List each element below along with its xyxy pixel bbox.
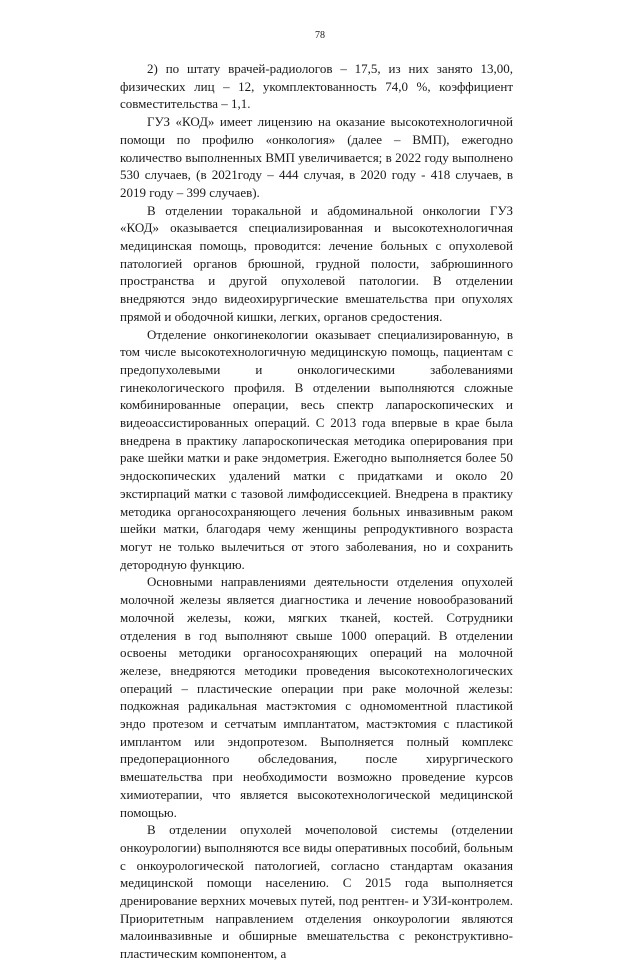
paragraph-vmp-license: ГУЗ «КОД» имеет лицензию на оказание высокотехнологичной помощи по профилю «онкология» (далее – ВМП), ежегодно количество выполненных ВМП увеличивается; в 2022 году выполнено 530 случаев, (в 2021году – 444 случая, в 2020 году - 418 случаев, в 2019 году – 399 случаев). bbox=[120, 114, 513, 200]
paragraph-breast-tumors: Основными направлениями деятельности отделения опухолей молочной железы является диагностика и лечение новообразований молочной железы, кожи, мягких тканей, костей. Сотрудники отделения в год выполняют свыше 1000 операций. В отделении освоены методики органосохраняющих операций на молочной железе, внедряются методики проведения высокотехнологических операций – пластические операции при раке молочной железы: подкожная радикальная мастэктомия с одномоментной пластикой эндо протезом и сетчатым имплантатом, мастэктомия с пластикой имплантом или эндопротезом. Выполняется полный комплекс предоперационного обследования, после хирургического вмешательства при необходимости возможно проведение курсов химиотерапии, что является высокотехнологической медицинской помощью. bbox=[120, 574, 513, 820]
paragraph-oncogynecology: Отделение онкогинекологии оказывает специализированную, в том числе высокотехнологичную медицинскую помощь, пациентам с предопухолевыми и онкологическими заболеваниями гинекологического профиля. В отделении выполняются сложные комбинированные операции, весь спектр лапароскопических и видеоассистированных операций. С 2013 года впервые в крае была внедрена в практику лапароскопическая методика оперирования при раке шейки матки и раке эндометрия. Ежегодно выполняется более 50 эндоскопических удалений матки с придатками и около 20 экстирпаций матки с тазовой лимфодиссекцией. Внедрена в практику методика органосохраняющего лечения больных инвазивным раком шейки матки, благодаря чему женщины репродуктивного возраста могут не только вылечиться от этого заболевания, но и сохранить детородную функцию. bbox=[120, 326, 513, 572]
paragraph-oncourology: В отделении опухолей мочеполовой системы (отделении онкоурологии) выполняются все виды оперативных пособий, больным с онкоурологической патологией, согласно стандартам оказания медицинской помощи населению. С 2015 года выполняется дренирование верхних мочевых путей, под рентген- и УЗИ-контролем. Приоритетным направлением отделения онкоурологии являются малоинвазивные и обширные вмешательства с реконструктивно-пластическим компонентом, а bbox=[120, 822, 513, 962]
document-body bbox=[120, 60, 513, 963]
page-number: 78 bbox=[315, 30, 325, 41]
paragraph-radiologists-staffing: 2) по штату врачей-радиологов – 17,5, из них занято 13,00, физических лиц – 12, укомплектованность 74,0 %, коэффициент совместительства – 1,1. bbox=[120, 61, 513, 112]
paragraph-thoracic-abdominal-oncology: В отделении торакальной и абдоминальной онкологии ГУЗ «КОД» оказывается специализированная и высокотехнологичная медицинская помощь, проводится: лечение больных с опухолевой патологией органов брюшной, грудной полости, забрюшинного пространства и другой опухолевой патологии. В отделении внедряются эндо видеохирургические вмешательства при опухолях прямой и ободочной кишки, легких, органов средостения. bbox=[120, 202, 513, 324]
